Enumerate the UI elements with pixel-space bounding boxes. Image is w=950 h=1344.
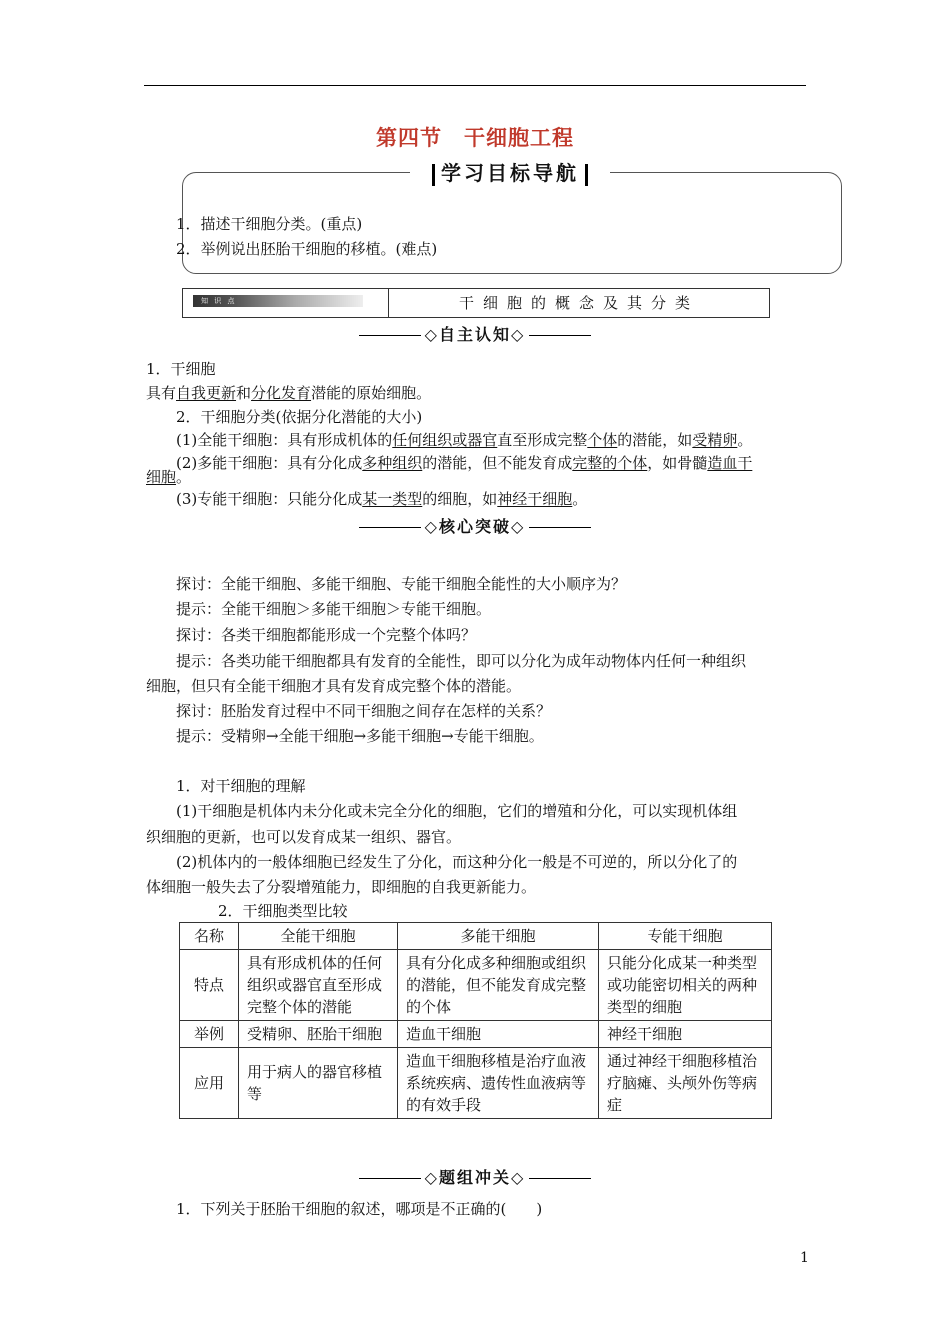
text-line: 提示：各类功能干细胞都具有发育的全能性，即可以分化为成年动物体内任何一种组织	[176, 652, 747, 670]
table-header: 专能干细胞	[599, 923, 772, 950]
table-cell: 通过神经干细胞移植治疗脑瘫、头颅外伤等病症	[599, 1048, 772, 1119]
table-row	[180, 1021, 772, 1048]
table-cell: 造血干细胞移植是治疗血液系统疾病、遗传性血液病等的有效手段	[398, 1048, 599, 1119]
table-cell: 具有形成机体的任何组织或器官直至形成完整个体的潜能	[239, 950, 398, 1021]
text-line: 具有自我更新和分化发育潜能的原始细胞。	[146, 384, 432, 402]
text-line: (2)多能干细胞：具有分化成多种组织的潜能，但不能发育成完整的个体，如骨髓造血干	[176, 454, 753, 472]
text-line: (1)干细胞是机体内未分化或未完全分化的细胞，它们的增殖和分化，可以实现机体组	[176, 802, 738, 820]
text-line: 探讨：全能干细胞、多能干细胞、专能干细胞全能性的大小顺序为？	[176, 575, 627, 593]
text-line: 织细胞的更新，也可以发育成某一组织、器官。	[146, 828, 462, 846]
text-line: (1)全能干细胞：具有形成机体的任何组织或器官直至形成完整个体的潜能，如受精卵。	[176, 431, 753, 449]
goal-item: 1．描述干细胞分类。(重点)	[176, 215, 363, 233]
table-cell: 特点	[180, 950, 239, 1021]
section-self-study: ◇自主认知◇	[0, 322, 950, 345]
stem-cell-comparison-table	[179, 922, 772, 1119]
section-core: ◇核心突破◇	[0, 514, 950, 537]
text-line: 体细胞一般失去了分裂增殖能力，即细胞的自我更新能力。	[146, 878, 537, 896]
text-line: 提示：受精卵→全能干细胞→多能干细胞→专能干细胞。	[176, 727, 544, 745]
text-line: 探讨：胚胎发育过程中不同干细胞之间存在怎样的关系？	[176, 702, 552, 720]
table-header: 全能干细胞	[239, 923, 398, 950]
knowledge-point-title: 干细胞的概念及其分类	[458, 294, 699, 312]
table-header: 多能干细胞	[398, 923, 599, 950]
section-practice: ◇题组冲关◇	[0, 1165, 950, 1188]
table-cell: 受精卵、胚胎干细胞	[239, 1021, 398, 1048]
table-cell: 只能分化成某一种类型或功能密切相关的两种类型的细胞	[599, 950, 772, 1021]
question-item: 1．下列关于胚胎干细胞的叙述，哪项是不正确的( )	[176, 1200, 543, 1218]
page-number: 1	[800, 1250, 809, 1266]
text-line: 1．对干细胞的理解	[176, 777, 306, 795]
text-line: 细胞。	[146, 468, 192, 486]
table-cell: 神经干细胞	[599, 1021, 772, 1048]
table-cell: 举例	[180, 1021, 239, 1048]
table-cell: 具有分化成多种细胞或组织的潜能，但不能发育成完整的个体	[398, 950, 599, 1021]
text-line: 提示：全能干细胞＞多能干细胞＞专能干细胞。	[176, 600, 492, 618]
text-line: 细胞，但只有全能干细胞才具有发育成完整个体的潜能。	[146, 677, 522, 695]
table-cell: 造血干细胞	[398, 1021, 599, 1048]
table-cell: 用于病人的器官移植等	[239, 1048, 398, 1119]
text-line: 1．干细胞	[146, 360, 216, 378]
text-line: 2．干细胞分类(依据分化潜能的大小)	[176, 408, 423, 426]
goal-header-text: 学习目标导航	[441, 161, 579, 185]
text-line: (3)专能干细胞：只能分化成某一类型的细胞，如神经干细胞。	[176, 490, 588, 508]
learning-goals-header	[410, 157, 610, 187]
header-rule	[144, 85, 806, 86]
table-row	[180, 1048, 772, 1119]
knowledge-point-bar	[182, 288, 770, 318]
table-row	[180, 950, 772, 1021]
table-header: 名称	[180, 923, 239, 950]
table-cell: 应用	[180, 1048, 239, 1119]
text-line: (2)机体内的一般体细胞已经发生了分化，而这种分化一般是不可逆的，所以分化了的	[176, 853, 738, 871]
text-line: 2．干细胞类型比较	[218, 902, 348, 920]
goal-item: 2．举例说出胚胎干细胞的移植。(难点)	[176, 240, 438, 258]
knowledge-point-tag: 知 识 点	[183, 289, 389, 317]
page-title: 第四节 干细胞工程	[376, 126, 574, 150]
text-line: 探讨：各类干细胞都能形成一个完整个体吗？	[176, 626, 477, 644]
table-header-row	[180, 923, 772, 950]
